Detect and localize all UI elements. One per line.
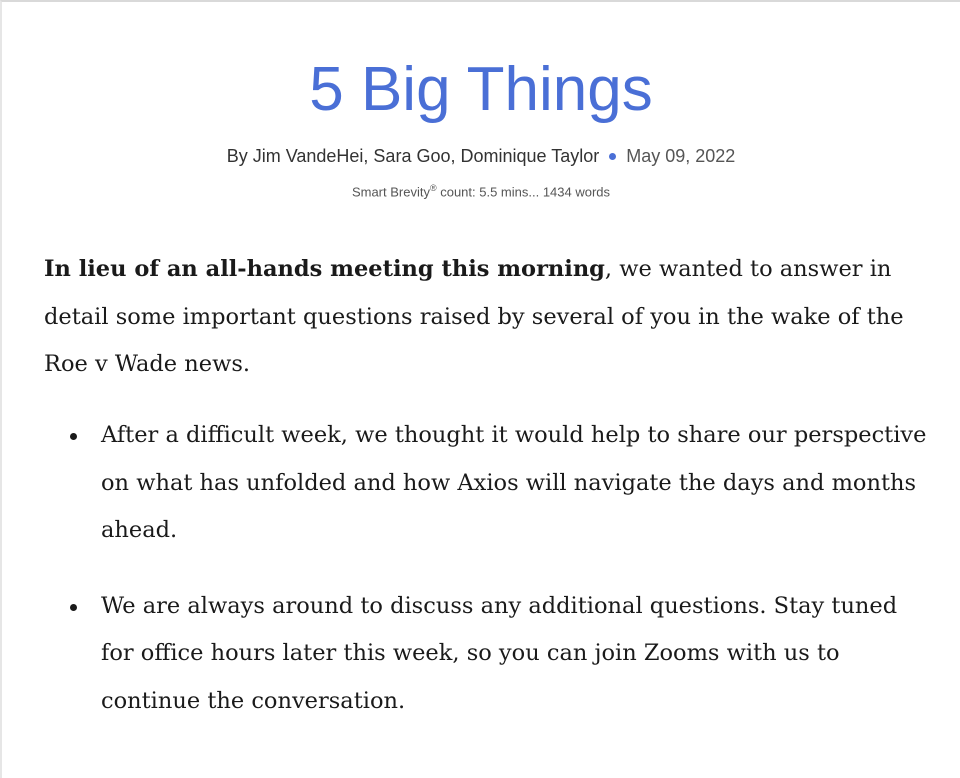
bullet-icon <box>70 604 77 611</box>
smart-brevity-label: Smart Brevity <box>351 184 430 200</box>
list-item-text: After a difficult week, we thought it would help to share our perspective on what has unfolded and how Axios will navigate the days and months ahead. <box>101 422 927 543</box>
bullet-list <box>44 412 934 753</box>
publish-date: May 09, 2022 <box>626 146 736 166</box>
lead-rest: , we wanted to answer in detail some important questions raised by several of you in the wake of the Roe v Wade news. <box>44 256 904 377</box>
page-title: 5 Big Things <box>309 55 653 124</box>
registered-mark: ® <box>429 183 437 193</box>
byline <box>2 144 960 168</box>
lead-bold: In lieu of an all-hands meeting this morning <box>44 256 605 282</box>
lead-paragraph <box>44 246 934 389</box>
separator-dot-icon <box>609 153 616 160</box>
list-item <box>44 583 934 726</box>
bullet-icon <box>70 433 77 440</box>
newsletter-page <box>2 2 960 778</box>
byline-authors: By Jim VandeHei, Sara Goo, Dominique Taylor <box>226 146 600 166</box>
smart-brevity-text: count: 5.5 mins... 1434 words <box>436 184 611 200</box>
smart-brevity-count <box>2 178 960 202</box>
list-item-text: We are always around to discuss any additional questions. Stay tuned for office hours later this week, so you can join Zooms with us to continue the conversation. <box>101 592 898 714</box>
list-item <box>44 412 934 555</box>
